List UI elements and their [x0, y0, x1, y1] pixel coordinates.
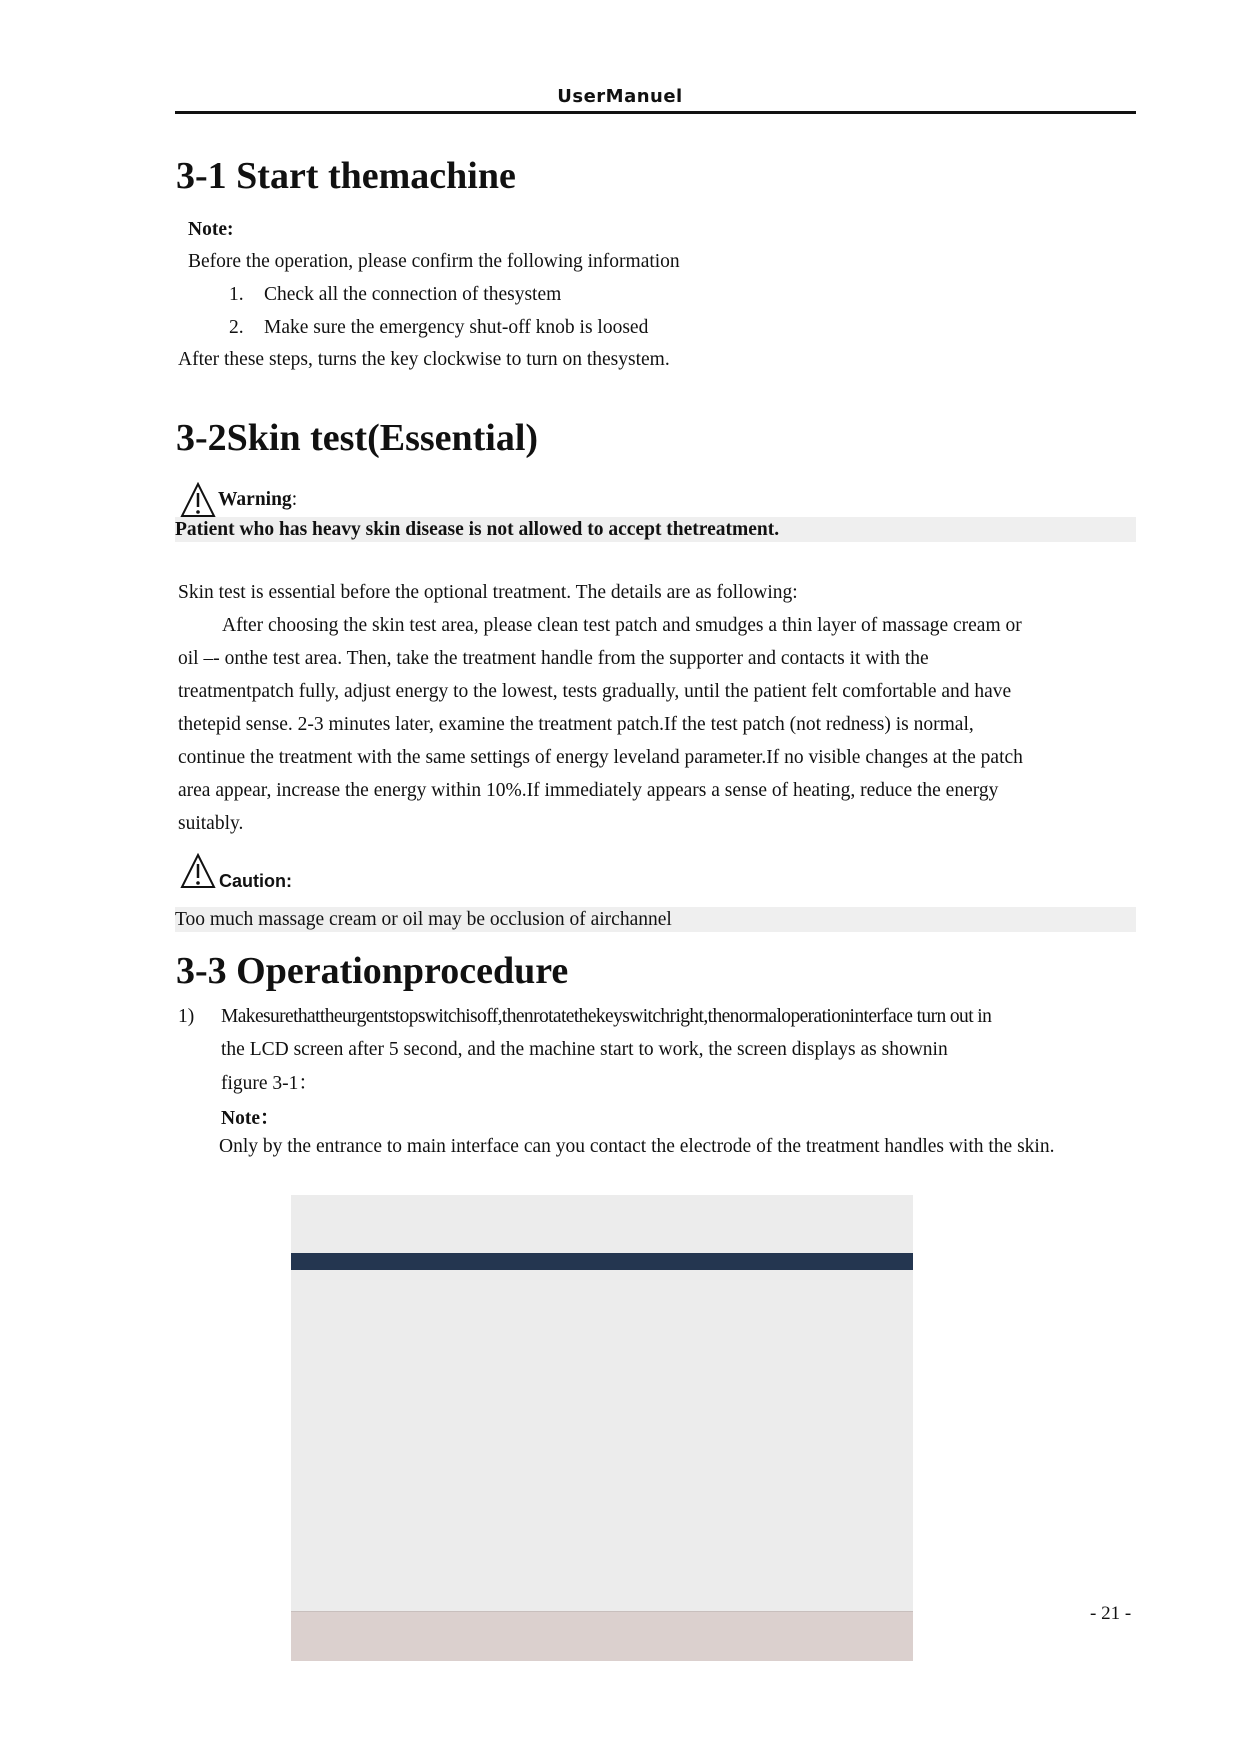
paragraph-line: suitably.	[178, 813, 244, 834]
step-text-line: the LCD screen after 5 second, and the machine start to work, the screen displays as shownin	[221, 1039, 948, 1060]
lcd-screen-bottom-panel	[291, 1612, 913, 1661]
step-text-line: Makesurethattheurgentstopswitchisoff,thenrotatethekeyswitchright,thenormaloperationinterface turn out in	[221, 1006, 992, 1027]
caution-label: Caution:	[219, 871, 292, 891]
after-steps-text: After these steps, turns the key clockwise to turn on thesystem.	[178, 349, 670, 370]
skin-test-paragraph	[178, 609, 1098, 840]
list-item-text: Check all the connection of thesystem	[264, 284, 562, 305]
note-label: Note:	[188, 219, 234, 240]
list-item-number: 2.	[229, 317, 244, 338]
paragraph-line: thetepid sense. 2-3 minutes later, examine the treatment patch.If the test patch (not redness) is normal,	[178, 714, 974, 735]
note-label: Note：	[221, 1108, 280, 1129]
section-heading-skin-test: 3-2Skin test(Essential)	[176, 417, 539, 459]
paragraph-line: area appear, increase the energy within 10%.If immediately appears a sense of heating, reduce the energy	[178, 780, 999, 801]
section-heading-start-machine: 3-1 Start themachine	[176, 155, 516, 197]
lcd-screen-title-bar	[291, 1253, 913, 1270]
header-title: UserManuel	[557, 86, 683, 107]
section-heading-operation-procedure: 3-3 Operationprocedure	[176, 950, 569, 992]
skin-test-intro: Skin test is essential before the optional treatment. The details are as following:	[178, 582, 798, 603]
note-intro: Before the operation, please confirm the following information	[188, 251, 680, 272]
header-rule	[175, 111, 1136, 114]
paragraph-line: oil –- onthe test area. Then, take the treatment handle from the supporter and contacts it with the	[178, 648, 929, 669]
list-item-number: 1.	[229, 284, 244, 305]
warning-triangle-icon	[180, 853, 216, 889]
paragraph-line: treatmentpatch fully, adjust energy to the lowest, tests gradually, until the patient felt comfortable and have	[178, 681, 1012, 702]
step-text-line: figure 3-1：	[221, 1073, 318, 1094]
caution-text: Too much massage cream or oil may be occlusion of airchannel	[175, 909, 672, 930]
warning-label: Warning:	[218, 489, 298, 510]
page-number: - 21 -	[1090, 1603, 1132, 1624]
list-item-text: Make sure the emergency shut-off knob is loosed	[264, 317, 649, 338]
paragraph-line: After choosing the skin test area, please clean test patch and smudges a thin layer of massage cream or	[222, 615, 1022, 636]
step-number: 1)	[178, 1006, 195, 1027]
paragraph-line: continue the treatment with the same settings of energy leveland parameter.If no visible changes at the patch	[178, 747, 1023, 768]
note-text: Only by the entrance to main interface can you contact the electrode of the treatment handles with the skin.	[219, 1136, 1055, 1157]
warning-text: Patient who has heavy skin disease is not allowed to accept thetreatment.	[175, 519, 780, 540]
